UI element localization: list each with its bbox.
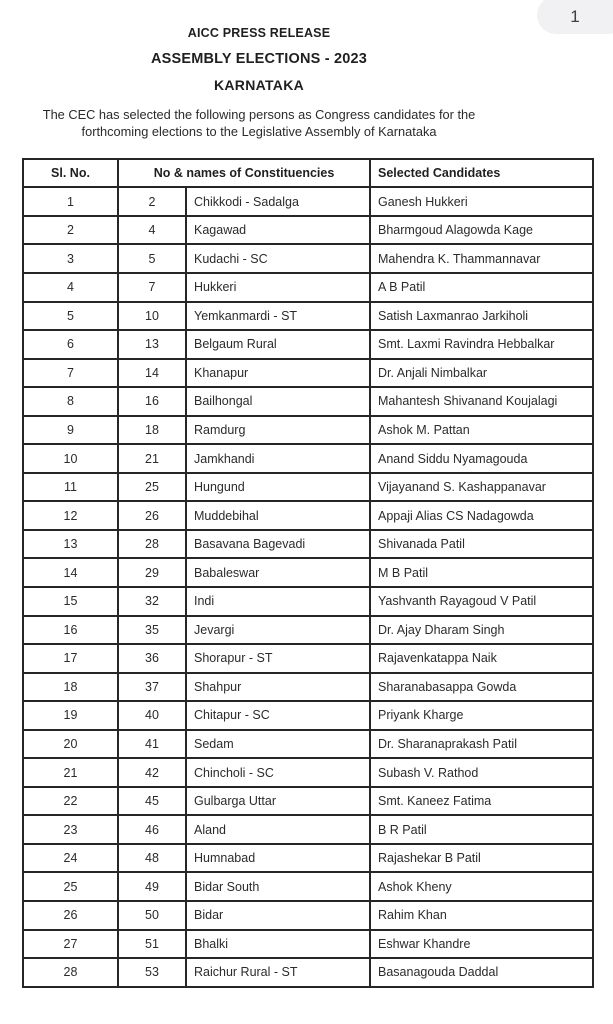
sl-no-cell: 21 (23, 758, 118, 787)
constituency-name-cell: Yemkanmardi - ST (186, 302, 370, 331)
table-row (23, 530, 593, 559)
constituency-no-cell: 46 (118, 815, 186, 844)
constituency-name-cell: Babaleswar (186, 558, 370, 587)
candidate-name-cell: Ashok M. Pattan (370, 416, 593, 445)
candidate-name-cell: Subash V. Rathod (370, 758, 593, 787)
candidate-name-cell: Smt. Kaneez Fatima (370, 787, 593, 816)
constituency-name-cell: Indi (186, 587, 370, 616)
constituency-name-cell: Jevargi (186, 616, 370, 645)
constituency-no-cell: 51 (118, 930, 186, 959)
candidate-name-cell: Mahendra K. Thammannavar (370, 244, 593, 273)
candidate-name-cell: A B Patil (370, 273, 593, 302)
constituency-no-cell: 50 (118, 901, 186, 930)
constituency-no-cell: 26 (118, 501, 186, 530)
constituency-no-cell: 45 (118, 787, 186, 816)
candidates-table-body (23, 187, 593, 986)
sl-no-cell: 27 (23, 930, 118, 959)
sl-no-cell: 1 (23, 187, 118, 216)
constituency-no-cell: 2 (118, 187, 186, 216)
sl-no-cell: 12 (23, 501, 118, 530)
sl-no-cell: 28 (23, 958, 118, 987)
sl-no-cell: 14 (23, 558, 118, 587)
table-row (23, 587, 593, 616)
constituency-no-cell: 28 (118, 530, 186, 559)
constituency-no-cell: 48 (118, 844, 186, 873)
table-row (23, 701, 593, 730)
table-row (23, 244, 593, 273)
candidate-name-cell: Ganesh Hukkeri (370, 187, 593, 216)
table-row (23, 444, 593, 473)
constituency-name-cell: Shahpur (186, 673, 370, 702)
candidate-name-cell: Satish Laxmanrao Jarkiholi (370, 302, 593, 331)
candidate-name-cell: Dr. Sharanaprakash Patil (370, 730, 593, 759)
table-row (23, 187, 593, 216)
candidate-name-cell: Eshwar Khandre (370, 930, 593, 959)
constituency-name-cell: Ramdurg (186, 416, 370, 445)
candidate-name-cell: Rajavenkatappa Naik (370, 644, 593, 673)
constituency-no-cell: 41 (118, 730, 186, 759)
table-row (23, 758, 593, 787)
sl-no-cell: 20 (23, 730, 118, 759)
sl-no-cell: 2 (23, 216, 118, 245)
candidate-name-cell: Smt. Laxmi Ravindra Hebbalkar (370, 330, 593, 359)
sl-no-cell: 19 (23, 701, 118, 730)
sl-no-cell: 24 (23, 844, 118, 873)
sl-no-cell: 7 (23, 359, 118, 388)
constituency-no-cell: 18 (118, 416, 186, 445)
intro-paragraph: The CEC has selected the following persons as Congress candidates for the forthcoming elections to the Legislative Assembly of Karnataka (42, 107, 476, 139)
constituency-no-cell: 42 (118, 758, 186, 787)
constituency-no-cell: 16 (118, 387, 186, 416)
candidates-table (22, 158, 594, 988)
table-row (23, 730, 593, 759)
candidate-name-cell: Yashvanth Rayagoud V Patil (370, 587, 593, 616)
constituency-name-cell: Basavana Bagevadi (186, 530, 370, 559)
constituency-name-cell: Khanapur (186, 359, 370, 388)
constituency-no-cell: 7 (118, 273, 186, 302)
constituency-name-cell: Bailhongal (186, 387, 370, 416)
candidate-name-cell: Shivanada Patil (370, 530, 593, 559)
table-row (23, 787, 593, 816)
document-header (0, 0, 518, 141)
table-header-row (23, 159, 593, 188)
candidate-name-cell: Rahim Khan (370, 901, 593, 930)
constituency-no-cell: 25 (118, 473, 186, 502)
constituency-no-cell: 36 (118, 644, 186, 673)
candidate-name-cell: Appaji Alias CS Nadagowda (370, 501, 593, 530)
constituency-no-cell: 37 (118, 673, 186, 702)
table-row (23, 387, 593, 416)
column-header-sl-no: Sl. No. (23, 159, 118, 188)
sl-no-cell: 17 (23, 644, 118, 673)
sl-no-cell: 23 (23, 815, 118, 844)
table-row (23, 330, 593, 359)
sl-no-cell: 10 (23, 444, 118, 473)
press-release-title: AICC PRESS RELEASE (187, 26, 331, 40)
table-row (23, 673, 593, 702)
constituency-no-cell: 32 (118, 587, 186, 616)
table-row (23, 501, 593, 530)
constituency-no-cell: 5 (118, 244, 186, 273)
table-row (23, 958, 593, 987)
sl-no-cell: 8 (23, 387, 118, 416)
constituency-no-cell: 49 (118, 872, 186, 901)
constituency-name-cell: Humnabad (186, 844, 370, 873)
table-row (23, 473, 593, 502)
constituency-name-cell: Kagawad (186, 216, 370, 245)
table-row (23, 216, 593, 245)
constituency-name-cell: Chincholi - SC (186, 758, 370, 787)
column-header-candidates: Selected Candidates (370, 159, 593, 188)
sl-no-cell: 9 (23, 416, 118, 445)
candidate-name-cell: Bharmgoud Alagowda Kage (370, 216, 593, 245)
sl-no-cell: 22 (23, 787, 118, 816)
table-row (23, 558, 593, 587)
sl-no-cell: 4 (23, 273, 118, 302)
table-row (23, 416, 593, 445)
page-number-badge (537, 0, 613, 34)
constituency-no-cell: 53 (118, 958, 186, 987)
sl-no-cell: 25 (23, 872, 118, 901)
candidate-name-cell: B R Patil (370, 815, 593, 844)
constituency-name-cell: Shorapur - ST (186, 644, 370, 673)
sl-no-cell: 5 (23, 302, 118, 331)
table-row (23, 616, 593, 645)
candidate-name-cell: Ashok Kheny (370, 872, 593, 901)
sl-no-cell: 15 (23, 587, 118, 616)
table-row (23, 359, 593, 388)
table-row (23, 872, 593, 901)
constituency-name-cell: Raichur Rural - ST (186, 958, 370, 987)
candidate-name-cell: Priyank Kharge (370, 701, 593, 730)
constituency-name-cell: Kudachi - SC (186, 244, 370, 273)
table-row (23, 930, 593, 959)
constituency-no-cell: 4 (118, 216, 186, 245)
constituency-name-cell: Aland (186, 815, 370, 844)
constituency-name-cell: Bidar South (186, 872, 370, 901)
constituency-name-cell: Sedam (186, 730, 370, 759)
table-row (23, 901, 593, 930)
candidate-name-cell: Vijayanand S. Kashappanavar (370, 473, 593, 502)
sl-no-cell: 3 (23, 244, 118, 273)
constituency-name-cell: Bidar (186, 901, 370, 930)
constituency-name-cell: Chikkodi - Sadalga (186, 187, 370, 216)
constituency-name-cell: Hungund (186, 473, 370, 502)
candidate-name-cell: Anand Siddu Nyamagouda (370, 444, 593, 473)
constituency-no-cell: 29 (118, 558, 186, 587)
page-number: 1 (570, 6, 580, 26)
constituency-no-cell: 14 (118, 359, 186, 388)
constituency-name-cell: Muddebihal (186, 501, 370, 530)
state-title: KARNATAKA (213, 77, 305, 93)
constituency-no-cell: 35 (118, 616, 186, 645)
candidate-name-cell: Rajashekar B Patil (370, 844, 593, 873)
constituency-name-cell: Gulbarga Uttar (186, 787, 370, 816)
table-row (23, 844, 593, 873)
column-header-constituencies: No & names of Constituencies (118, 159, 370, 188)
candidate-name-cell: Mahantesh Shivanand Koujalagi (370, 387, 593, 416)
constituency-no-cell: 13 (118, 330, 186, 359)
sl-no-cell: 11 (23, 473, 118, 502)
constituency-no-cell: 10 (118, 302, 186, 331)
constituency-name-cell: Belgaum Rural (186, 330, 370, 359)
constituency-name-cell: Hukkeri (186, 273, 370, 302)
candidate-name-cell: Basanagouda Daddal (370, 958, 593, 987)
election-title: ASSEMBLY ELECTIONS - 2023 (150, 51, 368, 67)
table-row (23, 644, 593, 673)
candidate-name-cell: Sharanabasappa Gowda (370, 673, 593, 702)
candidate-name-cell: M B Patil (370, 558, 593, 587)
table-row (23, 273, 593, 302)
sl-no-cell: 26 (23, 901, 118, 930)
constituency-name-cell: Jamkhandi (186, 444, 370, 473)
constituency-name-cell: Bhalki (186, 930, 370, 959)
table-row (23, 815, 593, 844)
sl-no-cell: 13 (23, 530, 118, 559)
candidate-name-cell: Dr. Anjali Nimbalkar (370, 359, 593, 388)
table-row (23, 302, 593, 331)
sl-no-cell: 18 (23, 673, 118, 702)
constituency-name-cell: Chitapur - SC (186, 701, 370, 730)
sl-no-cell: 6 (23, 330, 118, 359)
sl-no-cell: 16 (23, 616, 118, 645)
constituency-no-cell: 40 (118, 701, 186, 730)
candidate-name-cell: Dr. Ajay Dharam Singh (370, 616, 593, 645)
constituency-no-cell: 21 (118, 444, 186, 473)
